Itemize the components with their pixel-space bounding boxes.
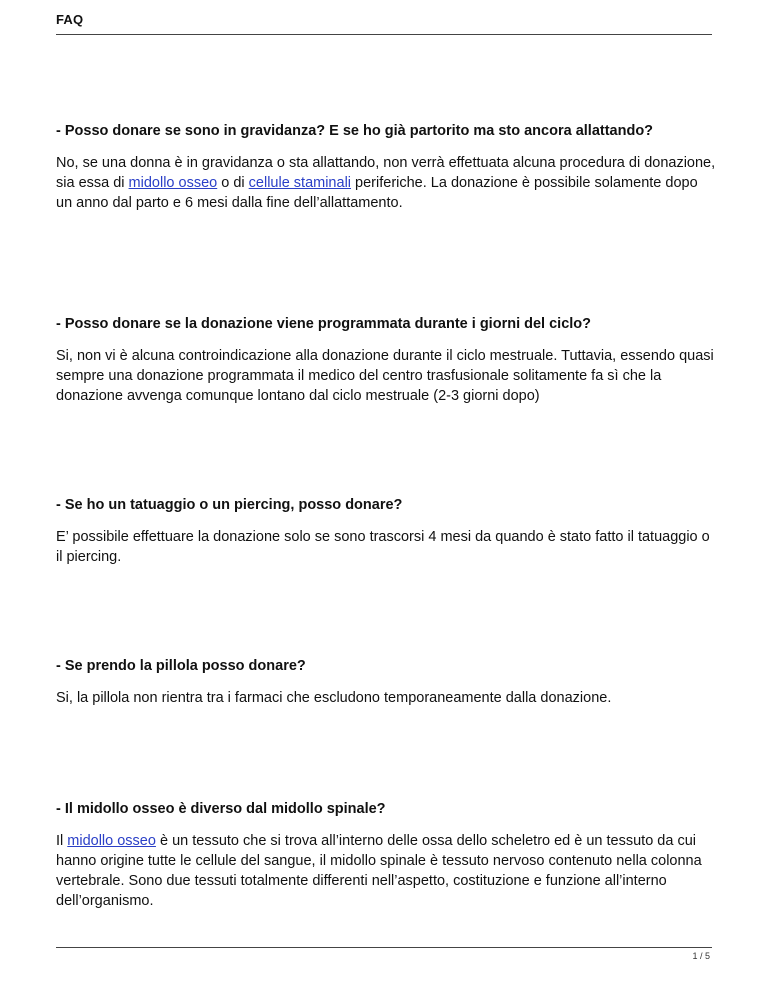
page-number: 1 / 5: [692, 951, 710, 961]
header-divider: [56, 34, 712, 35]
faq-question: - Posso donare se la donazione viene programmata durante i giorni del ciclo?: [56, 316, 592, 332]
faq-question: - Se ho un tatuaggio o un piercing, posso donare?: [56, 497, 403, 513]
answer-text: è un tessuto che si trova all’interno delle ossa dello scheletro ed è un tessuto da cui hanno origine tutte le cellule del sangue, il midollo spinale è tessuto nervoso contenuto nella colonna vertebrale. Sono due tessuti totalmente differenti nell’aspetto, costituzione e funzione all’interno dell’organismo.: [56, 833, 702, 909]
midollo-osseo-link[interactable]: midollo osseo: [128, 175, 218, 191]
faq-list: [56, 121, 716, 911]
faq-answer: [56, 831, 716, 911]
answer-text: Il: [56, 833, 68, 849]
faq-item: [56, 495, 716, 567]
cellule-staminali-link[interactable]: cellule staminali: [248, 175, 352, 191]
faq-item: [56, 799, 716, 911]
faq-answer: [56, 153, 716, 213]
answer-text: o di: [217, 175, 249, 191]
faq-item: [56, 314, 716, 406]
faq-answer: Si, la pillola non rientra tra i farmaci che escludono temporaneamente dalla donazione.: [56, 690, 612, 706]
footer-divider: [56, 947, 712, 948]
faq-item: [56, 121, 716, 213]
faq-question: - Il midollo osseo è diverso dal midollo spinale?: [56, 801, 386, 817]
faq-answer: E’ possibile effettuare la donazione solo se sono trascorsi 4 mesi da quando è stato fatto il tatuaggio o il piercing.: [56, 529, 710, 565]
answer-text: No, se una donna è in gravidanza o sta allattando, non verrà effettuata alcuna procedura di donazione, sia essa di: [56, 155, 716, 191]
faq-question: - Posso donare se sono in gravidanza? E se ho già partorito ma sto ancora allattando?: [56, 123, 654, 139]
page-header-title: FAQ: [56, 12, 84, 27]
faq-question: - Se prendo la pillola posso donare?: [56, 658, 306, 674]
faq-answer: Si, non vi è alcuna controindicazione alla donazione durante il ciclo mestruale. Tuttavia, essendo quasi sempre una donazione programmata il medico del centro trasfusionale solitamente fa sì che la donazione avvenga comunque lontano dal ciclo mestruale (2-3 giorni dopo): [56, 348, 714, 404]
faq-item: [56, 656, 716, 708]
answer-text: periferiche. La donazione è possibile solamente dopo un anno dal parto e 6 mesi dalla fine dell’allattamento.: [56, 175, 698, 211]
midollo-osseo-link[interactable]: midollo osseo: [67, 833, 156, 849]
